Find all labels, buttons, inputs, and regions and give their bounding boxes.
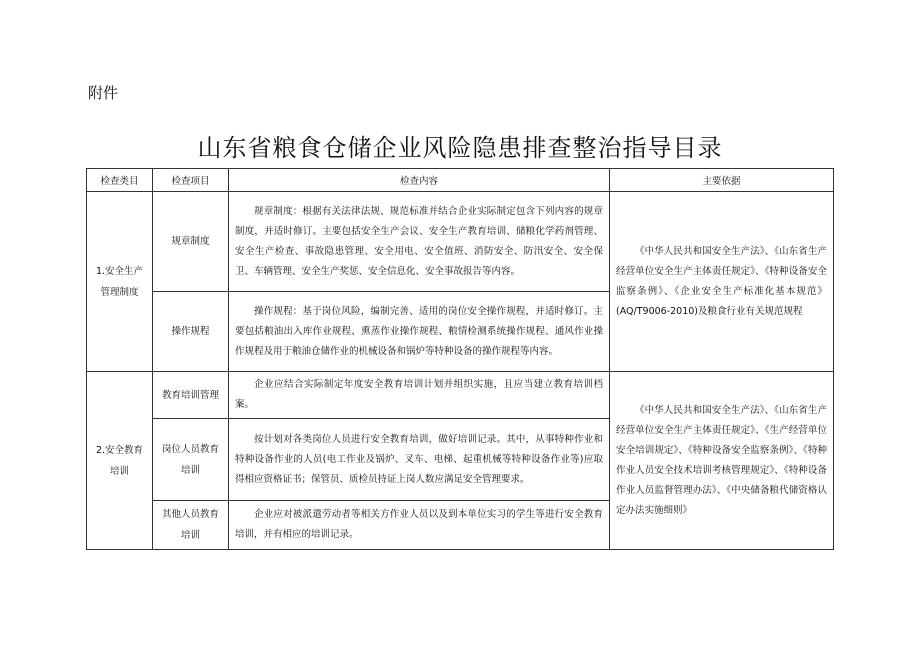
content-cell [229,292,610,372]
item-cell: 教育培训管理 [153,372,229,419]
table-row [87,372,834,419]
content-cell [229,192,610,292]
header-category: 检查类目 [87,169,153,192]
header-item: 检查项目 [153,169,229,192]
attachment-label: 附件 [88,84,119,102]
content-cell [229,501,610,550]
item-cell: 规章制度 [153,192,229,292]
basis-cell [610,372,834,550]
item-cell: 岗位人员教育培训 [153,419,229,501]
content-cell [229,372,610,419]
category-cell: 2.安全教育培训 [87,372,153,550]
content-text: 操作规程：基于岗位风险，编制完善、适用的岗位安全操作规程，并适时修订。主要包括粮油出入库作业规程、熏蒸作业操作规程、粮情检测系统操作规程、通风作业操作规程及用于粮油仓储作业的机械设备和锅炉等特种设备的操作规程等内容。 [235,305,603,357]
item-cell: 其他人员教育培训 [153,501,229,550]
content-text: 企业应对被派遣劳动者等相关方作业人员以及到本单位实习的学生等进行安全教育培训，并有相应的培训记录。 [235,509,603,540]
content-text: 企业应结合实际制定年度安全教育培训计划并组织实施，且应当建立教育培训档案。 [235,379,603,410]
basis-text: 《中华人民共和国安全生产法》、《山东省生产经营单位安全生产主体责任规定》、《生产经营单位安全培训规定》、《特种设备安全监察条例》、《特种作业人员安全技术培训考核管理规定》、《特种设备作业人员监督管理办法》、《中央储备粮代储资格认定办法实施细则》 [616,404,827,516]
basis-text: 《中华人民共和国安全生产法》、《山东省生产经营单位安全生产主体责任规定》、《特种设备安全监察条例》、《企业安全生产标准化基本规范》(AQ/T9006-2010)及粮食行业有关规范规程 [616,245,827,317]
category-cell: 1.安全生产管理制度 [87,192,153,372]
table-row [87,192,834,292]
content-cell [229,419,610,501]
document-title: 山东省粮食仓储企业风险隐患排查整治指导目录 [197,134,723,162]
basis-cell [610,192,834,372]
content-text: 按计划对各类岗位人员进行安全教育培训，做好培训记录。其中，从事特种作业和特种设备作业的人员(电工作业及锅炉、叉车、电梯、起重机械等特种设备作业等)应取得相应资格证书；保管员、质检员持证上岗人数应满足安全管理要求。 [235,433,603,485]
table-header-row [87,169,834,192]
header-basis: 主要依据 [610,169,834,192]
item-cell: 操作规程 [153,292,229,372]
guidance-table [86,168,834,550]
header-content: 检查内容 [229,169,610,192]
content-text: 规章制度：根据有关法律法规、规范标准并结合企业实际制定包含下列内容的规章制度，并适时修订。主要包括安全生产会议、安全生产教育培训、储粮化学药剂管理、安全生产检查、事故隐患管理、安全用电、安全值班、消防安全、防汛安全、安全保卫、车辆管理、安全生产奖惩、安全信息化、安全事故报告等内容。 [235,205,603,277]
